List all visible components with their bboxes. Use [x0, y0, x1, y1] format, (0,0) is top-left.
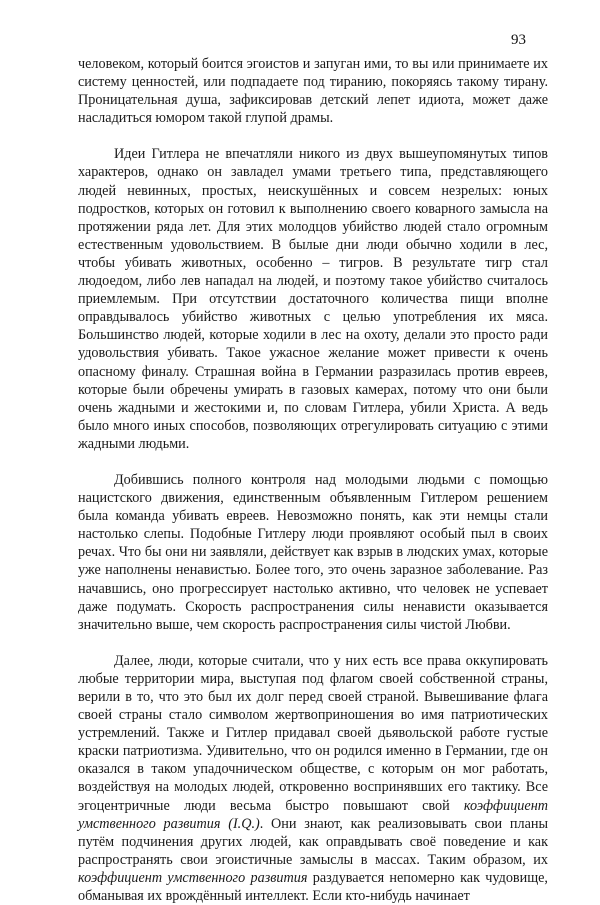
- paragraph: [78, 652, 548, 905]
- paragraph-text: Далее, люди, которые считали, что у них есть все права оккупировать любые территории мира, выступая под флагом своей собственной страны, верили в то, что это был их долг перед своей страной. Вывешивание флага своей страны стало символом жертвоприношения во имя патриотических устремлений. Также и Гитлер придавал своей дьявольской работе густые краски патриотизма. Удивительно, что он родился именно в Германии, где он оказался в таком упадочническом обществе, с которым он мог работать, воздействуя на молодых людей, откровенно воспринявших его тактику. Все эгоцентричные люди весьма быстро повышают свой: [78, 652, 548, 814]
- paragraph-text: раздувается непомерно как чудовище, обманывая их врождённый интеллект. Если кто-нибудь начинает: [78, 869, 548, 905]
- italic-term: коэффициент умственного развития: [78, 869, 308, 886]
- italic-term: коэффициент умственного развития (I.Q.): [78, 797, 548, 832]
- page-number: 93: [511, 32, 526, 48]
- paragraph-text: Идеи Гитлера не впечатляли никого из двух вышеупомянутых типов характеров, однако он завладел умами третьего типа, представляющего людей невинных, простых, неискушённых и совсем незрелых: юных подростков, которых он готовил к выполнению своего коварного замысла на протяжении ряда лет. Для этих молодцов убийство людей стало огромным естественным удовольствием. В былые дни люди обычно ходили в лес, чтобы убивать животных, особенно – тигров. В результате тигр стал людоедом, либо лев нападал на людей, и поэтому такое убийство считалось приемлемым. При отсутствии достаточного количества пищи вполне оправдывалось убийство животных с целью употребления их мяса. Большинство людей, которые ходили в лес на охоту, делали это просто ради удовольствия убивать. Такое ужасное желание может привести к очень опасному финалу. Страшная война в Германии разразилась против евреев, которые были обречены умирать в газовых камерах, потому что они были очень жадными и жестокими и, по словам Гитлера, убили Христа. А ведь было много иных способов, позволяющих отрегулировать ситуацию с этими жадными людьми.: [78, 146, 548, 452]
- paragraph-text: человеком, который боится эгоистов и запуган ими, то вы или принимаете их систему ценностей, или подпадаете под тиранию, покоряясь такому тирану. Проницательная душа, зафиксировав детский лепет идиота, может даже насладиться юмором такой глупой драмы.: [78, 56, 548, 127]
- paragraph: [78, 471, 548, 634]
- paragraph-text: . Они знают, как реализовывать свои планы путём подчинения других людей, как оправдывать своё поведение и как распространять свои эгоистичные замыслы в массах. Таким образом, их: [78, 815, 548, 868]
- text-body: [78, 55, 548, 905]
- paragraph-text: Добившись полного контроля над молодыми людьми с помощью нацистского движения, единственным объявленным Гитлером решением была команда убивать евреев. Невозможно понять, как эти немцы стали настолько слепы. Подобные Гитлеру люди проявляют особый пыл в своих речах. Что бы они ни заявляли, действует как взрыв в людских умах, которые уже наполнены ненавистью. Более того, это очень заразное заболевание. Раз начавшись, оно прогрессирует настолько активно, что человек не успевает даже подумать. Скорость распространения силы ненависти оказывается значительно выше, чем скорость распространения силы чистой Любви.: [78, 471, 548, 633]
- paragraph: [78, 145, 548, 453]
- paragraph: [78, 55, 548, 127]
